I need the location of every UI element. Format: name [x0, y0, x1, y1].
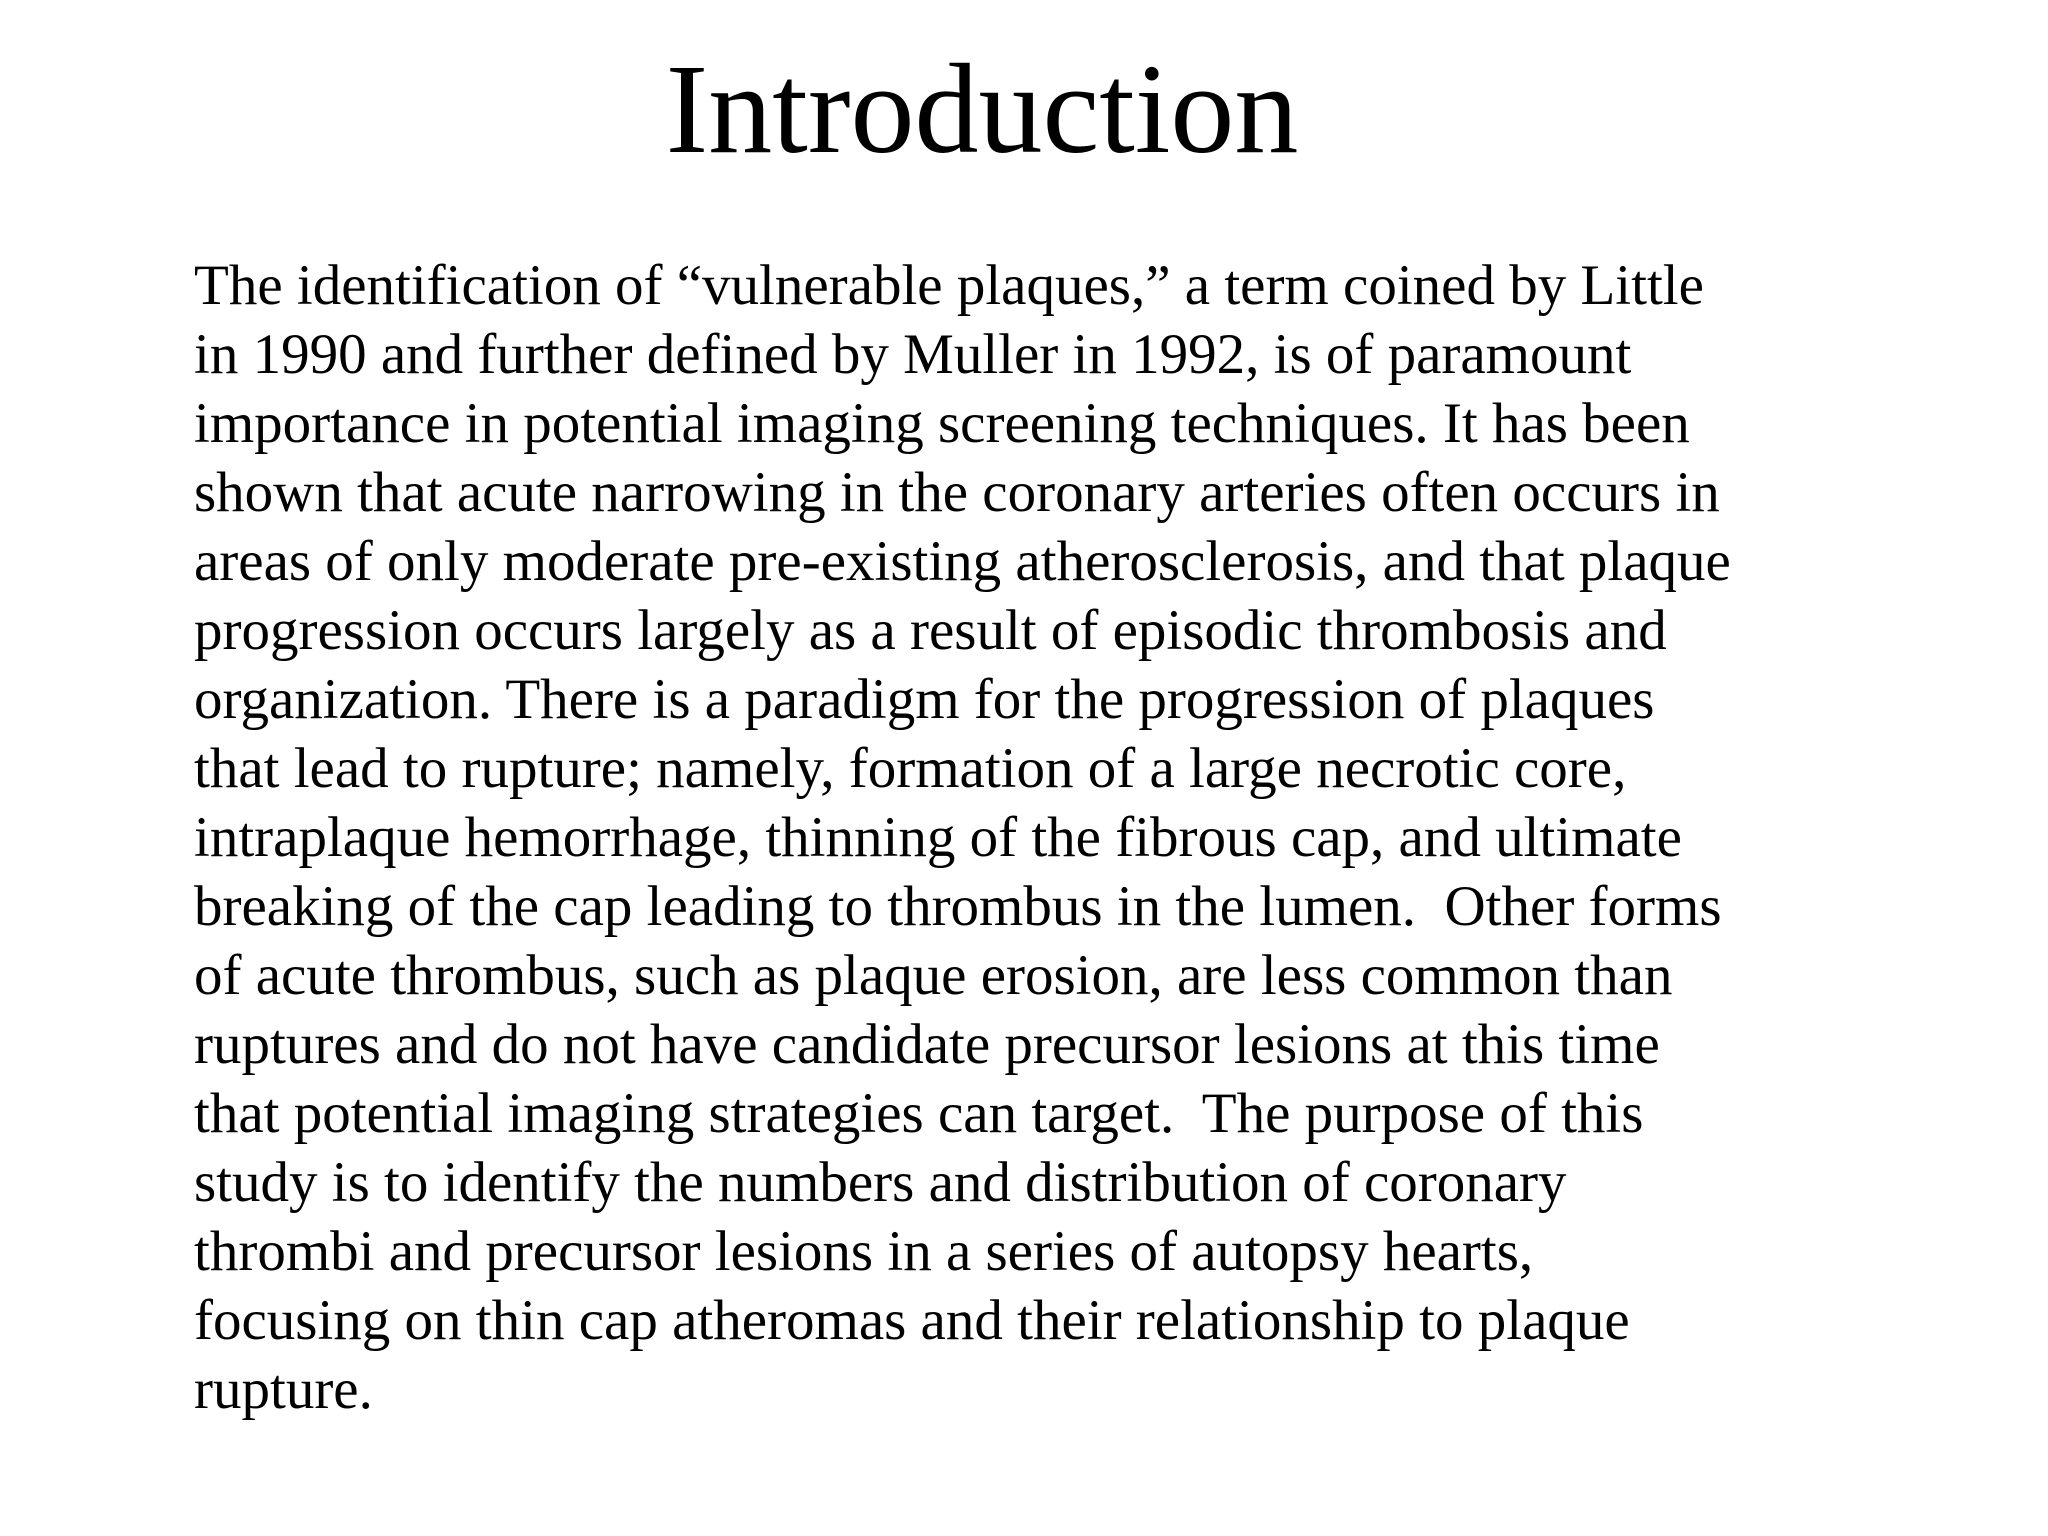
body-line: study is to identify the numbers and distribution of coronary: [194, 1151, 1567, 1214]
body-line: rupture.: [194, 1358, 373, 1421]
body-line: of acute thrombus, such as plaque erosion, are less common than: [194, 944, 1673, 1007]
body-line: in 1990 and further defined by Muller in 1992, is of paramount: [194, 323, 1632, 386]
body-line: focusing on thin cap atheromas and their relationship to plaque: [194, 1289, 1630, 1352]
body-line: thrombi and precursor lesions in a series of autopsy hearts,: [194, 1220, 1534, 1283]
body-line: breaking of the cap leading to thrombus in the lumen. Other forms: [194, 875, 1722, 938]
body-line: that potential imaging strategies can target. The purpose of this: [194, 1082, 1644, 1145]
slide-title: Introduction: [665, 38, 1299, 180]
body-line: shown that acute narrowing in the coronary arteries often occurs in: [194, 461, 1720, 524]
body-line: The identification of “vulnerable plaques,” a term coined by Little: [194, 254, 1704, 317]
body-line: importance in potential imaging screening techniques. It has been: [194, 392, 1690, 455]
body-line: organization. There is a paradigm for the progression of plaques: [194, 668, 1655, 731]
slide-body-paragraph: [194, 251, 1844, 1424]
body-line: ruptures and do not have candidate precursor lesions at this time: [194, 1013, 1660, 1076]
body-line: progression occurs largely as a result of episodic thrombosis and: [194, 599, 1667, 662]
body-line: areas of only moderate pre-existing atherosclerosis, and that plaque: [194, 530, 1731, 593]
body-line: that lead to rupture; namely, formation of a large necrotic core,: [194, 737, 1627, 800]
body-line: intraplaque hemorrhage, thinning of the fibrous cap, and ultimate: [194, 806, 1682, 869]
